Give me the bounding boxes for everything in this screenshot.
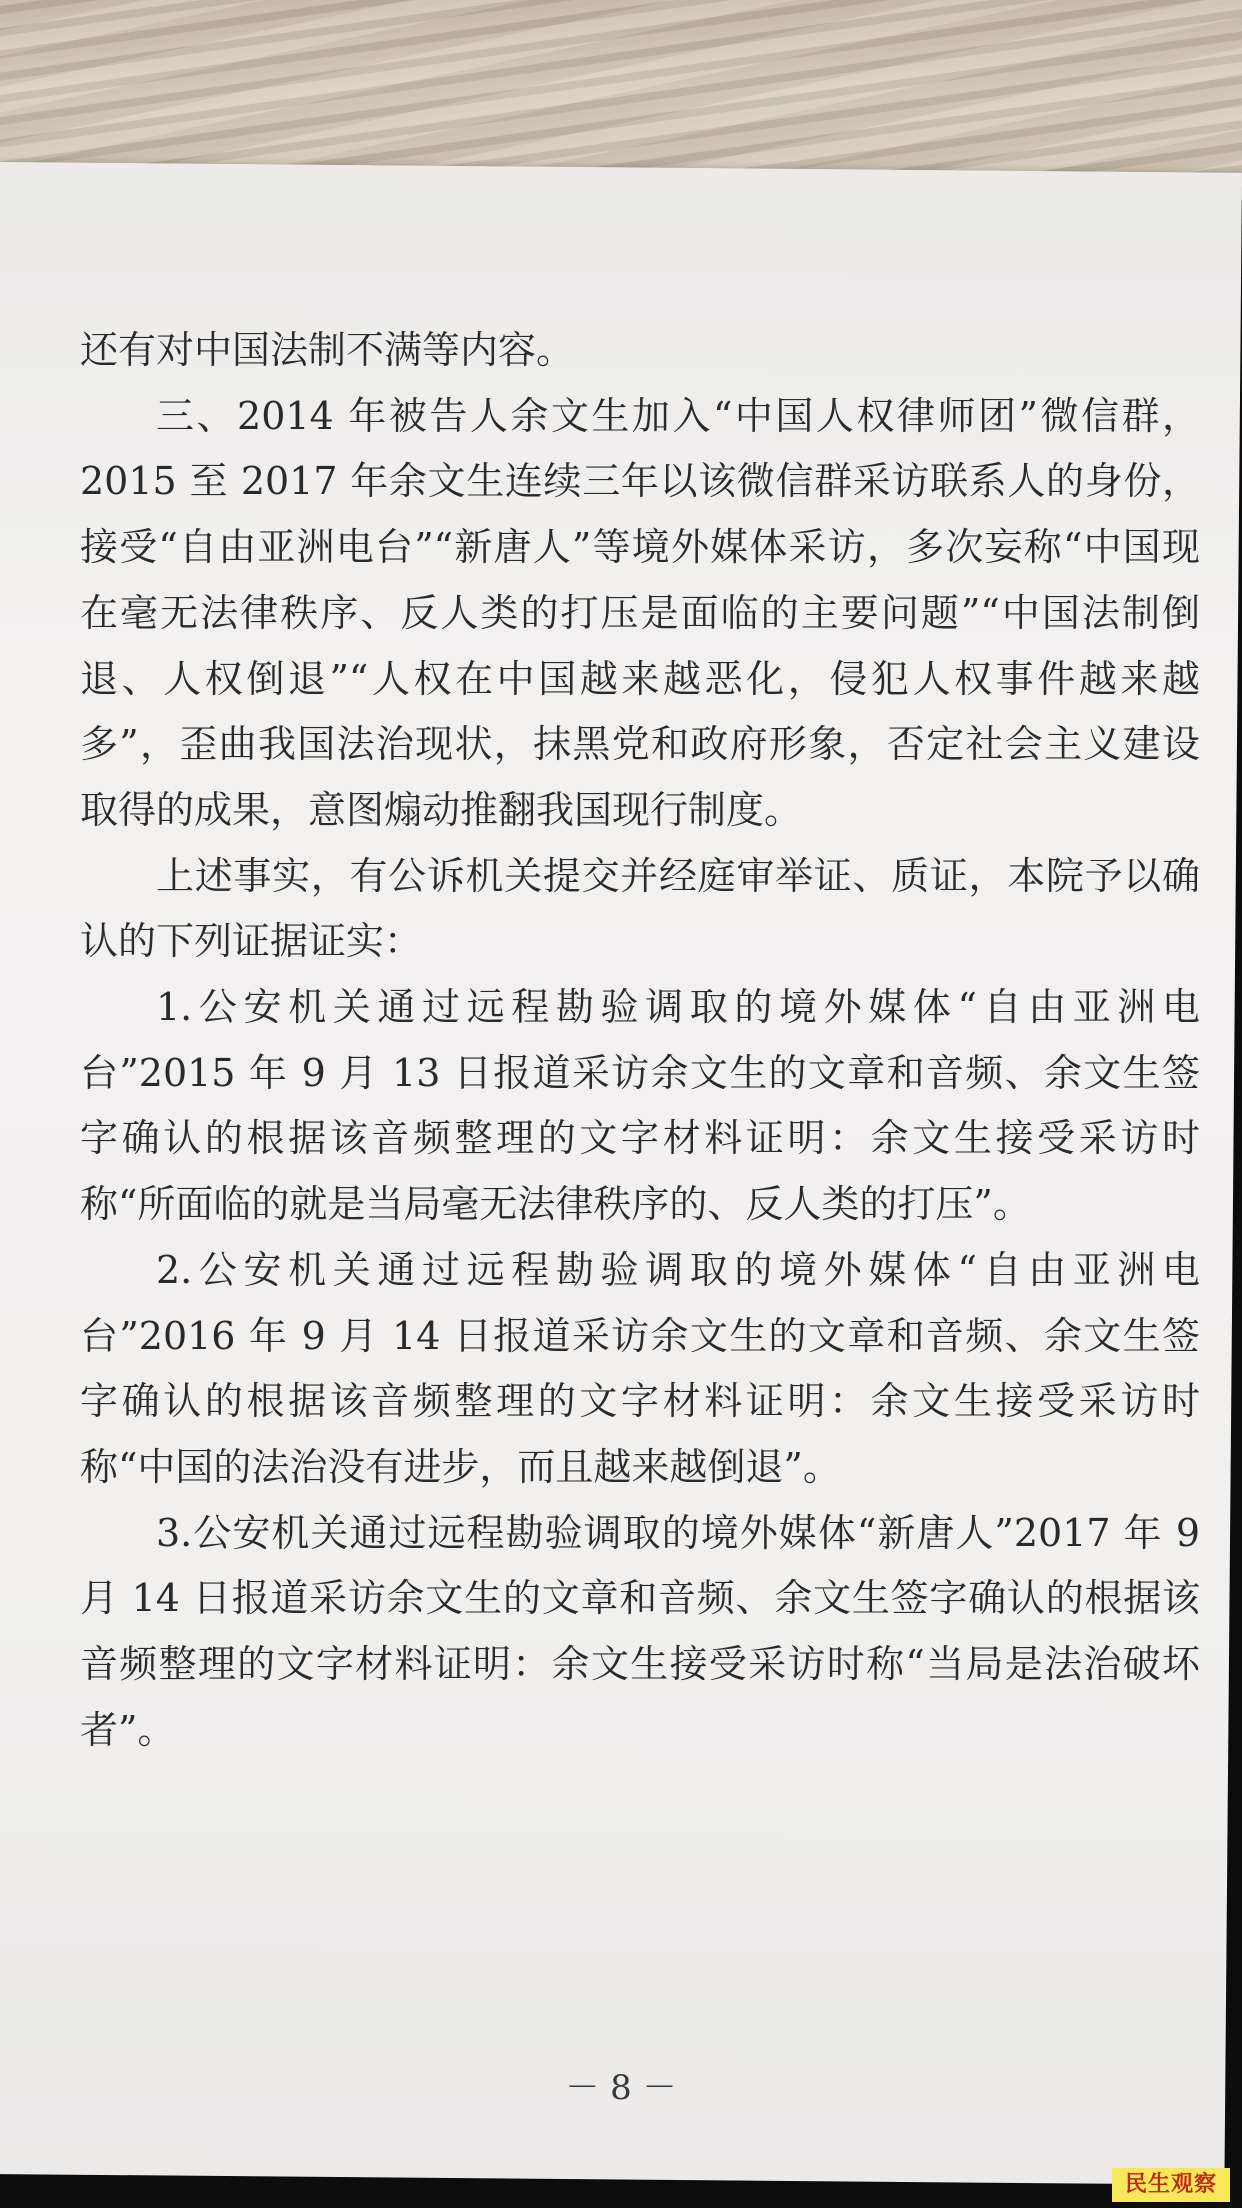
document-body: [80, 318, 1200, 1763]
paragraph-evidence-2: 2.公安机关通过远程勘验调取的境外媒体“自由亚洲电台”2016 年 9 月 14 日报道采访余文生的文章和音频、余文生签字确认的根据该音频整理的文字材料证明：余文生接受采访时称“中国的法治没有进步，而且越来越倒退”。: [80, 1247, 1200, 1489]
paragraph-continuation: 还有对中国法制不满等内容。: [80, 328, 575, 372]
paragraph-evidence-intro: 上述事实，有公诉机关提交并经庭审举证、质证，本院予以确认的下列证据证实：: [80, 853, 1200, 964]
paragraph-evidence-3: 3.公安机关通过远程勘验调取的境外媒体“新唐人”2017 年 9 月 14 日报道采访余文生的文章和音频、余文生签字确认的根据该音频整理的文字材料证明：余文生接受采访时称“当局是法治破坏者”。: [80, 1510, 1200, 1752]
paragraph-evidence-1: 1.公安机关通过远程勘验调取的境外媒体“自由亚洲电台”2015 年 9 月 13 日报道采访余文生的文章和音频、余文生签字确认的根据该音频整理的文字材料证明：余文生接受采访时称“所面临的就是当局毫无法律秩序的、反人类的打压”。: [80, 985, 1200, 1227]
paragraph-fact-three: 三、2014 年被告人余文生加入“中国人权律师团”微信群，2015 至 2017 年余文生连续三年以该微信群采访联系人的身份，接受“自由亚洲电台”“新唐人”等境外媒体采访，多次妄称“中国现在毫无法律秩序、反人类的打压是面临的主要问题”“中国法制倒退、人权倒退”“人权在中国越来越恶化，侵犯人权事件越来越多”，歪曲我国法治现状，抹黑党和政府形象，否定社会主义建设取得的成果，意图煽动推翻我国现行制度。: [80, 393, 1200, 832]
page-number: － 8 －: [565, 2068, 677, 2108]
watermark-badge: 民生观察: [1112, 2168, 1230, 2202]
